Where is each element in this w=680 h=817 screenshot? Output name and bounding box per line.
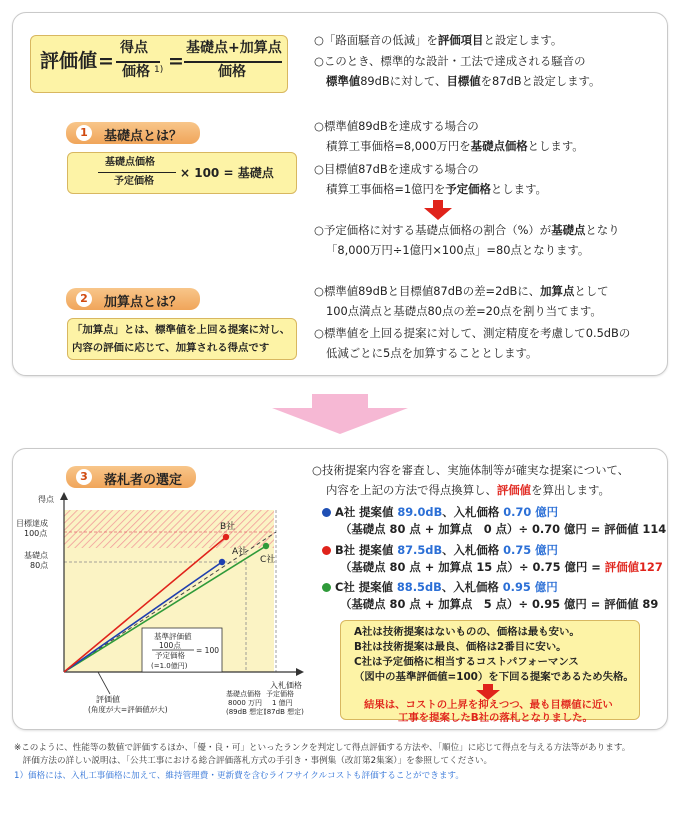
company-c-line-1: C社 提案値 88.5dB、入札価格 0.95 億円	[322, 579, 558, 595]
chart-y-base-label-1: 基礎点	[24, 551, 48, 560]
chart-y-target-label-2: 100点	[24, 529, 48, 538]
s2-line-1: ○標準値89dBと目標値87dBの差=2dBに、加算点として	[314, 284, 609, 298]
intro-line-3: 標準値89dBに対して、目標値を87dBと設定します。	[326, 74, 601, 88]
section-2-number: 2	[76, 291, 92, 307]
chart-std-box-den: 予定価格	[155, 651, 185, 660]
chart-x-plan-label-3: (87dB 想定)	[264, 708, 304, 716]
company-a-line-1: A社 提案値 89.0dB、入札価格 0.70 億円	[322, 504, 558, 520]
chart-std-box-eq: = 100	[196, 646, 219, 655]
formula-eq-2: =	[168, 50, 184, 72]
result-line-1: 結果は、コストの上昇を抑えつつ、最も目標値に近い	[364, 699, 613, 711]
chart-y-base-label-2: 80点	[30, 561, 49, 570]
bid-evaluation-chart	[14, 488, 314, 728]
footnote-2: 評価方法の詳しい説明は、「公共工事における総合評価落札方式の手引き・事例集（改訂第2集案）」を参照してください。	[14, 756, 493, 766]
formula-denominator-2: 価格	[218, 64, 246, 80]
summary-down-arrow-icon	[476, 684, 500, 700]
s2-line-3: ○標準値を上回る提案に対して、測定精度を考慮して0.5dBの	[314, 326, 631, 340]
s2-line-2: 100点満点と基礎点80点の差=20点を割り当てます。	[326, 304, 602, 318]
down-arrow-icon	[424, 200, 452, 220]
company-a-line-2: （基礎点 80 点 + 加算点 0 点）÷ 0.70 億円 = 評価値 114	[340, 522, 667, 536]
base-score-denominator: 予定価格	[114, 176, 154, 187]
formula-fraction-line-2	[184, 61, 282, 63]
chart-std-box-note: (=1.0億円)	[151, 662, 188, 670]
chart-y-target-label-1: 目標達成	[16, 519, 48, 528]
intro-line-2: ○このとき、標準的な設計・工法で達成される騒音の	[314, 54, 586, 68]
footnote-1: ※このように、性能等の数値で評価するほか、「優・良・可」といったランクを判定して得点評価する方法や、「順位」に応じて得点を与える方法等があります。	[14, 743, 631, 753]
base-score-numerator: 基礎点価格	[105, 157, 155, 168]
s3-intro-1: ○技術提案内容を審査し、実施体制等が確実な提案について、	[312, 463, 630, 477]
summary-line-1: A社は技術提案はないものの、価格は最も安い。	[354, 626, 580, 638]
chart-y-label: 得点	[38, 495, 54, 504]
chart-point-c	[263, 543, 269, 549]
chart-label-a: A社	[232, 547, 248, 557]
section-2-header	[66, 288, 200, 310]
summary-line-4: （図中の基準評価値=100）を下回る提案であるため失格。	[354, 671, 634, 683]
section-3-title: 落札者の選定	[104, 473, 183, 488]
result-line-2: 工事を提案したB社の落札となりました。	[398, 712, 593, 724]
chart-x-plan-label-1: 予定価格	[266, 690, 294, 698]
formula-eq: =	[98, 50, 114, 72]
chart-hatch-area	[64, 510, 274, 548]
formula-denominator-1: 価格	[122, 64, 150, 80]
chart-origin-label-2: (角度が大=評価値が大)	[88, 705, 168, 714]
s3-intro-2: 内容を上記の方法で得点換算し、評価値を算出します。	[326, 483, 610, 497]
company-c-line-2: （基礎点 80 点 + 加算点 5 点）÷ 0.95 億円 = 評価値 89	[340, 597, 659, 611]
chart-x-base-label-1: 基礎点価格	[226, 690, 261, 698]
formula-numerator-1: 得点	[120, 40, 148, 56]
s1-line-6: 「8,000万円÷1億円×100点」=80点となります。	[326, 243, 590, 257]
s1-line-4: 積算工事価格=1億円を予定価格とします。	[326, 182, 547, 196]
section-3-header	[66, 466, 196, 488]
chart-origin-pointer	[98, 672, 110, 694]
footnote-3: 1）価格には、入札工事価格に加えて、維持管理費・更新費を含むライフサイクルコストも評価することができます。	[14, 771, 464, 781]
chart-std-box-num: 100点	[159, 641, 181, 650]
summary-line-2: B社は技術提案は最良、価格は2番目に安い。	[354, 641, 567, 653]
chart-x-base-label-2: 8000 万円	[228, 699, 263, 707]
s1-line-1: ○標準値89dBを達成する場合の	[314, 119, 479, 133]
chart-x-label: 入札価格	[270, 681, 302, 690]
s1-line-2: 積算工事価格=8,000万円を基礎点価格とします。	[326, 139, 584, 153]
formula-numerator-2: 基礎点+加算点	[186, 40, 282, 56]
company-b-line-1: B社 提案値 87.5dB、入札価格 0.75 億円	[322, 542, 558, 558]
company-b-line-2: （基礎点 80 点 + 加算点 15 点）÷ 0.75 億円 = 評価値127	[340, 560, 663, 574]
add-score-box-line-1: 「加算点」とは、標準値を上回る提案に対し、	[72, 324, 291, 336]
base-score-rest: × 100 = 基礎点	[180, 166, 274, 180]
s2-line-4: 低減ごとに5点を加算することとします。	[326, 346, 538, 360]
section-1-number: 1	[76, 125, 92, 141]
section-2-title: 加算点とは？	[104, 295, 183, 310]
intro-line-1: ○「路面騒音の低減」を評価項目と設定します。	[314, 33, 563, 47]
base-score-fraction-line	[98, 172, 176, 173]
chart-x-base-label-3: (89dB 想定)	[226, 708, 266, 716]
section-1-title: 基礎点とは？	[104, 129, 183, 144]
s1-line-3: ○目標値87dBを達成する場合の	[314, 162, 479, 176]
summary-line-3: C社は予定価格に相当するコストパフォーマンス	[354, 656, 579, 668]
formula-superscript: 1)	[154, 65, 164, 75]
section-3-number: 3	[76, 469, 92, 485]
formula-lhs: 評価値	[40, 50, 98, 72]
chart-origin-label-1: 評価値	[96, 695, 120, 704]
chart-x-plan-label-2: 1 億円	[272, 699, 293, 707]
section-1-header	[66, 122, 200, 144]
pink-down-arrow-icon	[272, 394, 408, 434]
chart-std-box-title: 基準評価値	[154, 632, 192, 641]
chart-point-b	[223, 534, 229, 540]
chart-label-b: B社	[220, 522, 236, 532]
chart-point-a	[219, 559, 225, 565]
s1-line-5: ○予定価格に対する基礎点価格の割合（%）が基礎点となり	[314, 223, 620, 237]
chart-label-c: C社	[260, 555, 276, 565]
add-score-box-line-2: 内容の評価に応じて、加算される得点です	[72, 342, 270, 354]
